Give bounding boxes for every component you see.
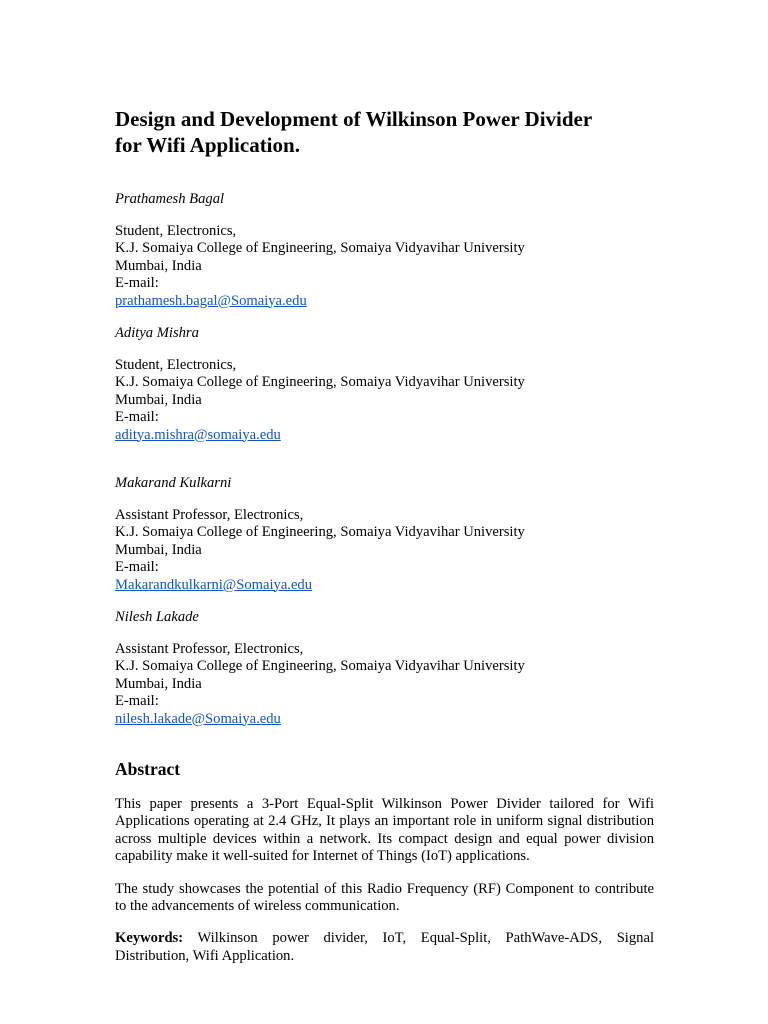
author-email-line [115,275,654,310]
author-email-link[interactable]: Makarandkulkarni@Somaiya.edu [115,576,313,593]
author-role: Student, Electronics, [115,222,237,239]
author-affiliation [115,223,654,311]
author-location: Mumbai, India [115,391,202,408]
keywords-label: Keywords: [115,930,184,947]
author-name: Aditya Mishra [115,325,199,341]
author-name: Makarand Kulkarni [115,475,232,491]
author-location: Mumbai, India [115,257,202,274]
author-location: Mumbai, India [115,675,202,692]
author-email-link[interactable]: aditya.mishra@somaiya.edu [115,426,281,443]
author-block [115,191,654,310]
author-role: Assistant Professor, Electronics, [115,640,304,657]
keywords-paragraph [115,930,654,965]
author-institution: K.J. Somaiya College of Engineering, Somaiya Vidyavihar University [115,658,525,674]
author-email-line [115,559,654,594]
author-role: Assistant Professor, Electronics, [115,506,304,523]
author-block [115,609,654,728]
keywords-text: Wilkinson power divider, IoT, Equal-Split, PathWave-ADS, Signal Distribution, Wifi Application. [115,930,654,964]
author-affiliation [115,641,654,729]
abstract-heading: Abstract [115,759,181,779]
abstract-paragraph: The study showcases the potential of this Radio Frequency (RF) Component to contribute to the advancements of wireless communication. [115,880,654,915]
abstract-paragraph: This paper presents a 3-Port Equal-Split Wilkinson Power Divider tailored for Wifi Applications operating at 2.4 GHz, It plays an important role in uniform signal distribution across multiple devices within a network. Its compact design and equal power division capability make it well-suited for Internet of Things (IoT) applications. [115,796,654,865]
paper-page [115,106,654,965]
author-email-line [115,409,654,444]
author-affiliation [115,507,654,595]
author-institution: K.J. Somaiya College of Engineering, Somaiya Vidyavihar University [115,374,525,390]
author-name: Prathamesh Bagal [115,191,225,207]
author-location: Mumbai, India [115,541,202,558]
author-institution: K.J. Somaiya College of Engineering, Somaiya Vidyavihar University [115,524,525,540]
email-label: E-mail: [115,275,159,291]
author-block [115,475,654,594]
author-block [115,325,654,444]
author-name: Nilesh Lakade [115,609,199,625]
email-label: E-mail: [115,409,159,425]
title-line-2: for Wifi Application. [115,133,300,157]
author-affiliation [115,357,654,445]
author-institution: K.J. Somaiya College of Engineering, Somaiya Vidyavihar University [115,240,525,256]
author-email-line [115,693,654,728]
email-label: E-mail: [115,559,159,575]
title-line-1: Design and Development of Wilkinson Power Divider [115,107,593,131]
author-email-link[interactable]: nilesh.lakade@Somaiya.edu [115,710,281,727]
paper-title [115,106,654,158]
author-role: Student, Electronics, [115,356,237,373]
email-label: E-mail: [115,693,159,709]
author-email-link[interactable]: prathamesh.bagal@Somaiya.edu [115,292,307,309]
